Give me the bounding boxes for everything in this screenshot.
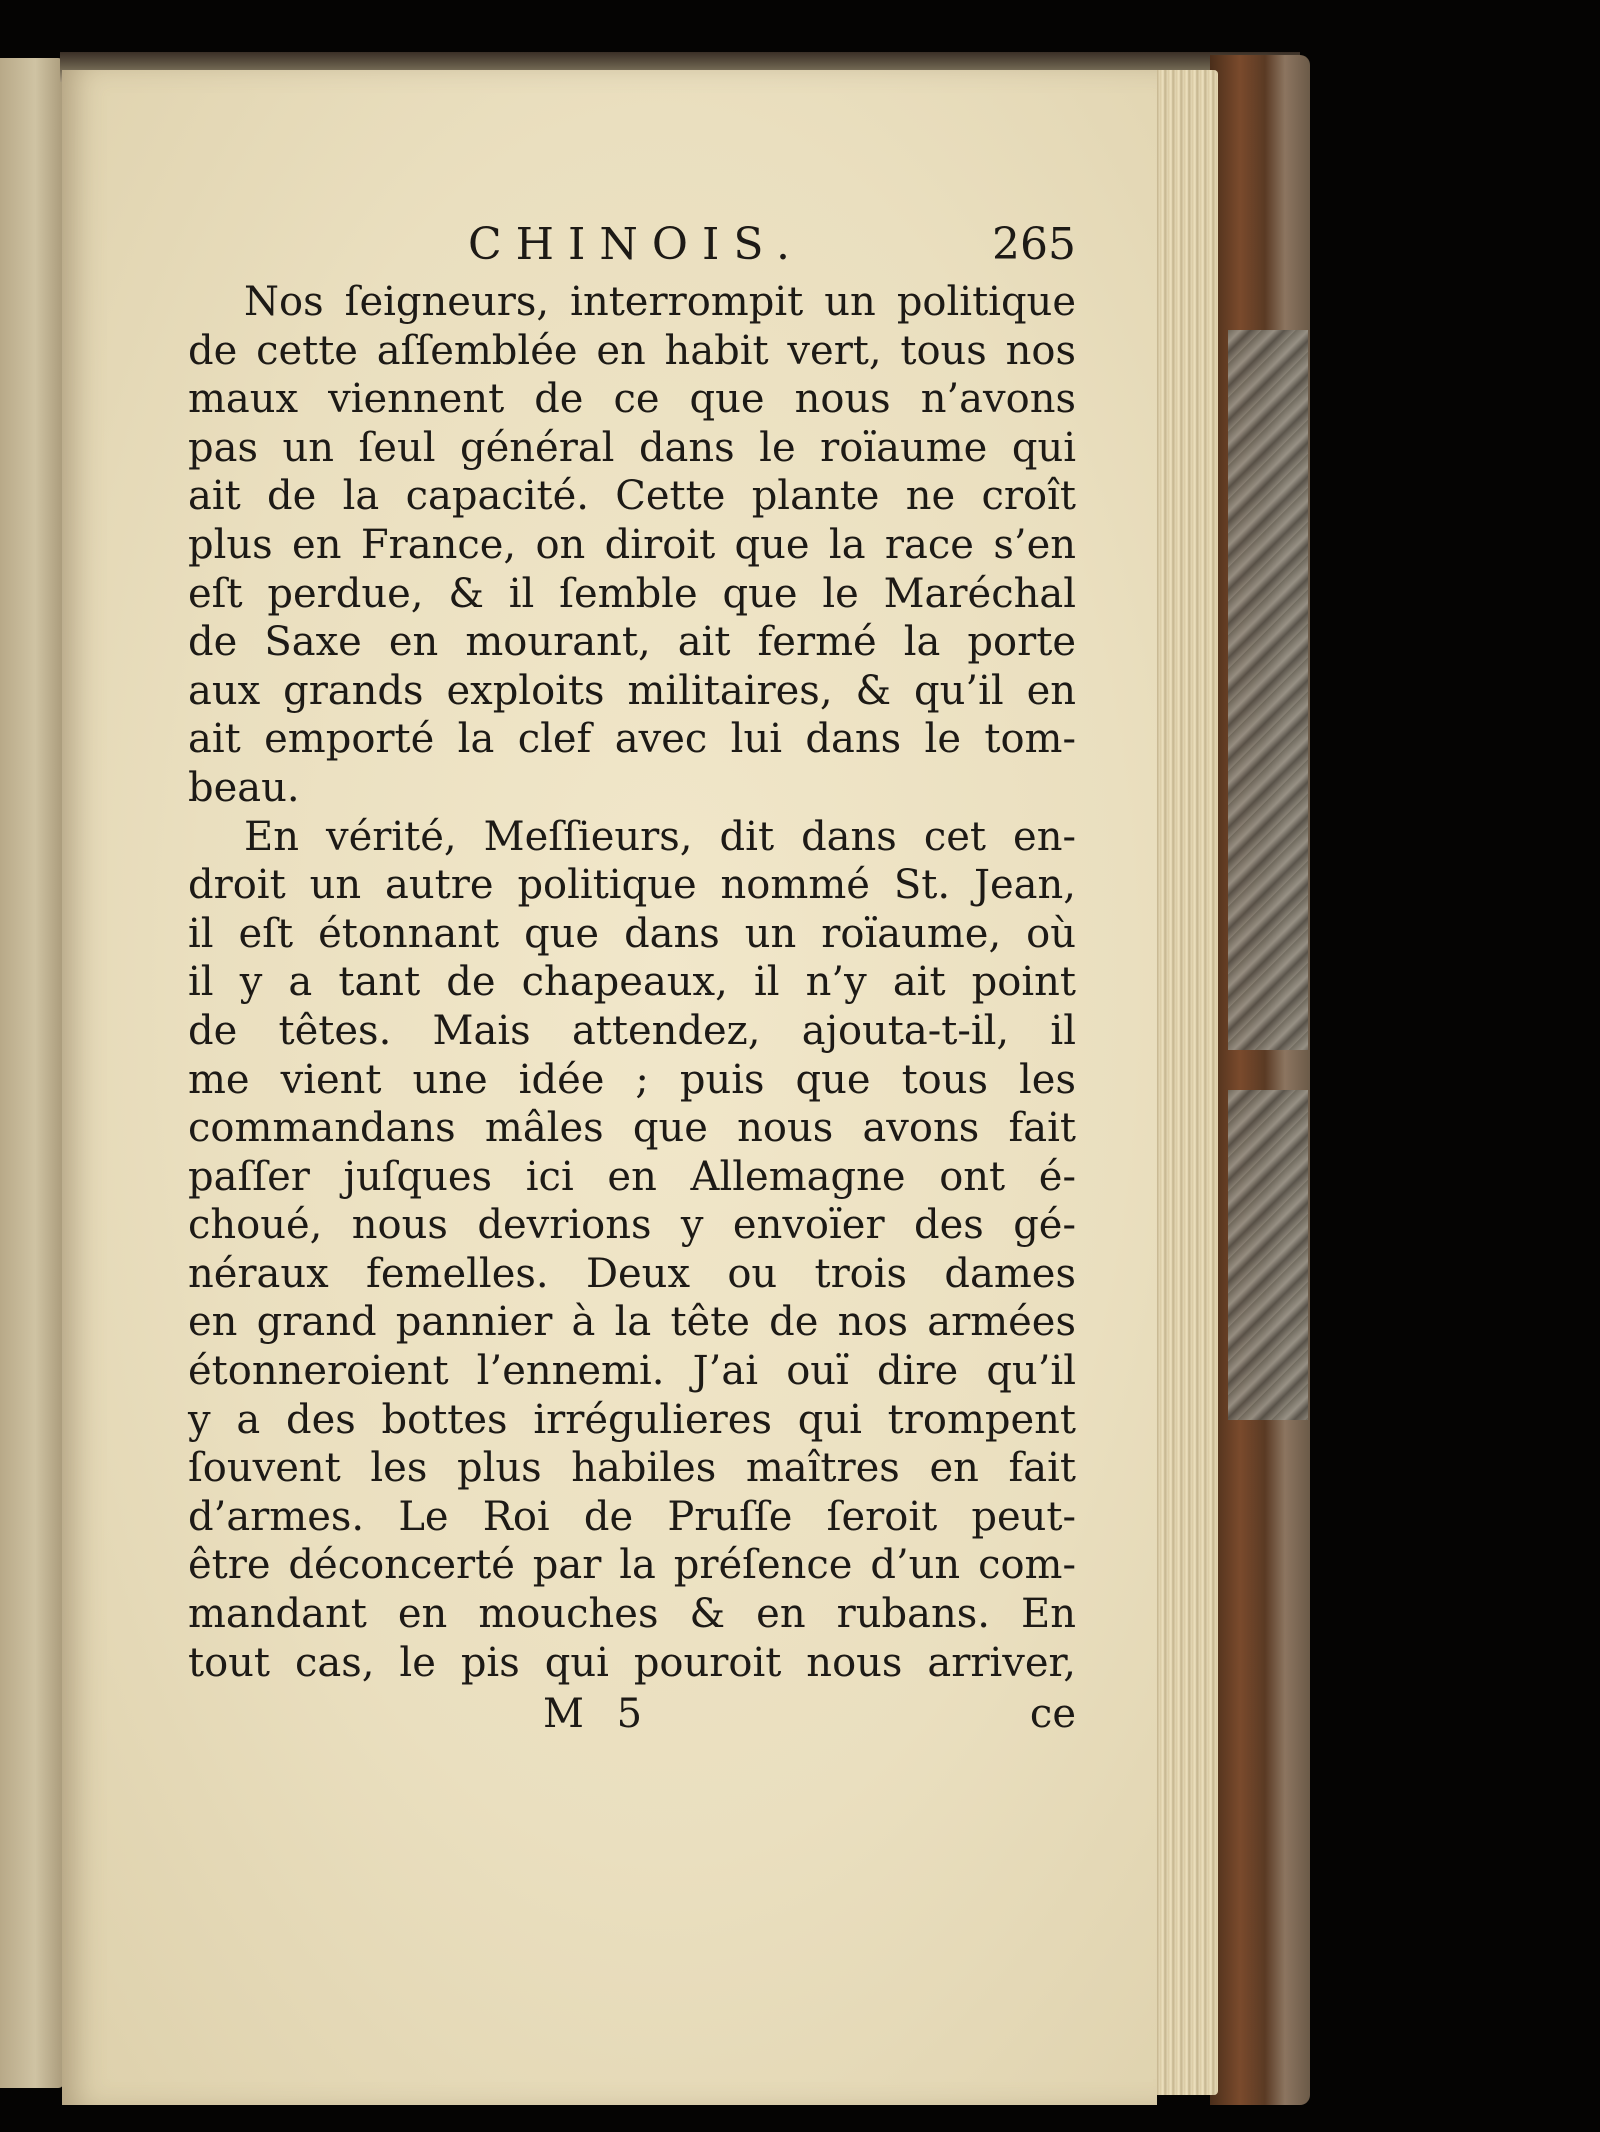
page-footer <box>188 1687 1076 1741</box>
running-title: CHINOIS. <box>468 219 804 270</box>
text-line: En vérité, Meſſieurs, dit dans cet en- <box>244 813 1076 860</box>
catchword: ce <box>1029 1691 1076 1738</box>
text-line: choué, nous devrions y envoïer des gé- <box>188 1202 1076 1249</box>
text-line: y a des bottes irrégulieres qui trompent <box>188 1396 1076 1443</box>
text-line: être déconcerté par la préſence d’un com- <box>188 1542 1076 1589</box>
text-line: maux viennent de ce que nous n’avons <box>188 376 1076 423</box>
text-line: me vient une idée ; puis que tous les <box>188 1056 1076 1103</box>
text-line: en grand pannier à la tête de nos armées <box>188 1299 1076 1346</box>
text-line: tout cas, le pis qui pouroit nous arriver, <box>188 1639 1076 1686</box>
text-line: il y a tant de chapeaux, il n’y ait point <box>188 959 1076 1006</box>
text-line: néraux femelles. Deux ou trois dames <box>188 1250 1076 1297</box>
text-line: il eſt étonnant que dans un roïaume, où <box>188 910 1076 957</box>
signature-mark: M 5 <box>543 1691 653 1738</box>
paragraph-2 <box>188 813 1076 1688</box>
text-line: aux grands exploits militaires, & qu’il en <box>188 667 1076 714</box>
text-line: ſouvent les plus habiles maîtres en fait <box>188 1445 1076 1492</box>
text-line: mandant en mouches & en rubans. En <box>188 1591 1076 1638</box>
text-line: plus en France, on diroit que la race s’en <box>188 521 1076 568</box>
text-line: pas un ſeul général dans le roïaume qui <box>188 424 1076 471</box>
marbled-board-upper <box>1228 330 1308 1050</box>
fore-edge-pages <box>1152 70 1218 2095</box>
paragraph-1 <box>188 278 1076 813</box>
page-number: 265 <box>992 219 1076 270</box>
text-line: Nos ſeigneurs, interrompit un politique <box>244 279 1076 325</box>
text-line: droit un autre politique nommé St. Jean, <box>188 862 1076 909</box>
text-line: beau. <box>188 764 300 811</box>
text-line: ait emporté la clef avec lui dans le tom- <box>188 716 1076 763</box>
text-line: commandans mâles que nous avons fait <box>188 1105 1076 1152</box>
text-line: d’armes. Le Roi de Pruſſe ſeroit peut- <box>188 1493 1076 1540</box>
previous-page-edge <box>0 58 64 2088</box>
text-line: de têtes. Mais attendez, ajouta-t-il, il <box>188 1007 1076 1054</box>
marbled-board-lower <box>1228 1090 1308 1420</box>
text-line: eſt perdue, & il ſemble que le Maréchal <box>188 570 1076 617</box>
text-line: étonneroient l’ennemi. J’ai ouï dire qu’il <box>188 1348 1076 1395</box>
text-line: paſſer juſques ici en Allemagne ont é- <box>188 1153 1076 1200</box>
running-head <box>188 212 1076 278</box>
text-line: de cette aſſemblée en habit vert, tous nos <box>188 327 1076 374</box>
text-line: ait de la capacité. Cette plante ne croît <box>188 473 1076 520</box>
text-line: de Saxe en mourant, ait fermé la porte <box>188 619 1076 666</box>
text-block <box>188 212 1076 1741</box>
